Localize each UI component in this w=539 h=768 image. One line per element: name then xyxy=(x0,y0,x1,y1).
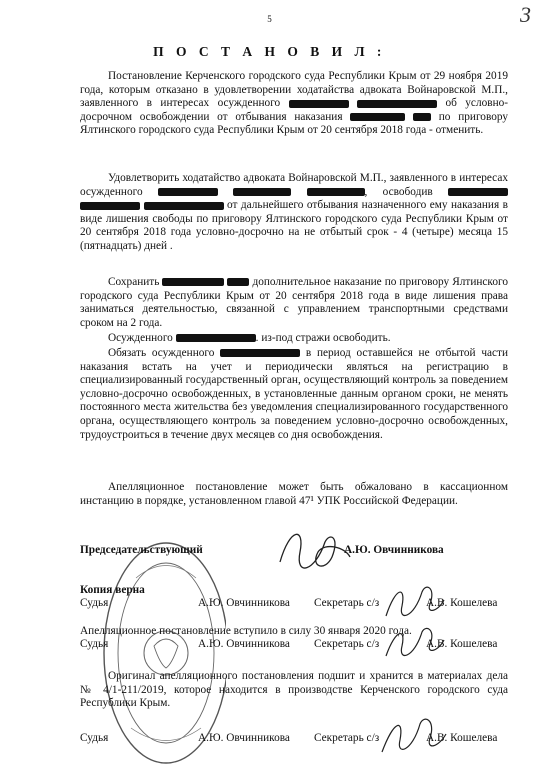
corner-handwritten-mark: 3 xyxy=(520,2,531,27)
judge-label: Судья xyxy=(80,732,109,744)
p2-text-a: Удовлетворить ходатайство адвоката Войнаровской М.П., заявленного в интересах осужденного xyxy=(80,172,508,198)
p3-text-a: Сохранить xyxy=(108,276,160,288)
p1-text-b: об условно-досрочном освобождении от отбывания наказания xyxy=(80,97,509,123)
paragraph-appeal xyxy=(80,481,508,508)
p3-text-b: дополнительное наказание по приговору Ялтинского городского суда Республики Крым от 20 сентября 2018 года в виде лишения права заниматься деятельностью, связанной с управлением транспортными средствами сроком на 2 года. xyxy=(80,276,508,329)
p2-text-c: от дальнейшего отбывания назначенного ему наказания в виде лишения свободы по приговору Ялтинского городского суда Республики Крым от 20 сентября 2018 года условно-досрочно на не отбытый срок - 4 (четыре) месяца 15 (пятнадцать) дней . xyxy=(80,199,508,252)
original-location-text: Оригинал апелляционного постановления подшит и хранится в материалах дела № 4/1-211/2019, которое находится в производстве Керченского городского суда Республики Крым. xyxy=(80,670,508,710)
judge-name: А.Ю. Овчинникова xyxy=(198,732,290,744)
presiding-signature-icon xyxy=(270,522,355,582)
redaction-mark xyxy=(162,278,224,286)
paragraph-preserve xyxy=(80,276,508,330)
p5-text-b: в период оставшейся не отбытой части наказания встать на учет и периодически являться на регистрацию в специализированный государственный орган, осуществляющий контроль за поведением условно-досрочно освобожденных, в установленные данным органом сроки, не менять постоянного места жительства без уведомления специализированного государственного органа, осуществляющего контроль за поведением условно-досрочно освобожденных, трудоустроиться в течение двух месяцев со дня освобождения. xyxy=(80,347,509,441)
copy-verified-label: Копия верна xyxy=(80,584,145,596)
redaction-mark xyxy=(144,202,224,210)
redaction-mark xyxy=(80,202,140,210)
p4-text-b: . из-под стражи освободить. xyxy=(255,332,391,344)
redaction-mark xyxy=(176,334,256,342)
secretary-label: Секретарь с/з xyxy=(314,732,380,744)
secretary-label: Секретарь с/з xyxy=(314,597,380,609)
p1-text-a: Постановление Керченского городского суда Республики Крым от 29 ноября 2019 года, которым отказано в удовлетворении ходатайства адвоката Войнаровской М.П., заявленного в интересах осужденного xyxy=(80,70,508,110)
redaction-mark xyxy=(413,113,431,121)
presiding-name: А.Ю. Овчинникова xyxy=(344,544,444,556)
original-location-note xyxy=(80,670,508,711)
secretary-name: А.В. Кошелева xyxy=(426,732,498,744)
paragraph-grant xyxy=(80,172,508,254)
p2-text-b: , освободив xyxy=(364,185,433,198)
paragraph-release xyxy=(80,332,508,346)
p1-text-c: по приговору Ялтинского городского суда Республики Крым от 20 сентября 2018 года - отменить. xyxy=(80,110,508,137)
redaction-mark xyxy=(357,100,437,108)
secretary-label: Секретарь с/з xyxy=(314,638,380,650)
effective-date-line: Апелляционное постановление вступило в силу 30 января 2020 года. xyxy=(80,625,412,637)
judge-label: Судья xyxy=(80,597,109,609)
secretary-signature-icon xyxy=(378,620,448,664)
secretary-signature-icon xyxy=(374,710,450,760)
p5-text-a: Обязать осужденного xyxy=(108,347,215,359)
redaction-mark xyxy=(227,278,249,286)
judge-label: Судья xyxy=(80,638,109,650)
redaction-mark xyxy=(307,188,365,196)
redaction-mark xyxy=(220,349,300,357)
secretary-name: А.В. Кошелева xyxy=(426,638,498,650)
redaction-mark xyxy=(233,188,291,196)
paragraph-obligations xyxy=(80,347,508,442)
paragraph-annul xyxy=(80,70,508,138)
judge-name: А.Ю. Овчинникова xyxy=(198,597,290,609)
judge-name: А.Ю. Овчинникова xyxy=(198,638,290,650)
redaction-mark xyxy=(350,113,405,121)
redaction-mark xyxy=(448,188,508,196)
redaction-mark xyxy=(289,100,349,108)
p4-text-a: Осужденного xyxy=(108,332,173,344)
document-heading: П О С Т А Н О В И Л : xyxy=(153,44,386,59)
secretary-signature-icon xyxy=(378,578,448,624)
presiding-label: Председательствующий xyxy=(80,544,203,556)
p6-text: Апелляционное постановление может быть обжаловано в кассационном инстанцию в порядке, установленном главой 47¹ УПК Российской Федерации. xyxy=(80,481,508,507)
redaction-mark xyxy=(158,188,218,196)
page-number: 5 xyxy=(267,14,272,24)
secretary-name: А.В. Кошелева xyxy=(426,597,498,609)
